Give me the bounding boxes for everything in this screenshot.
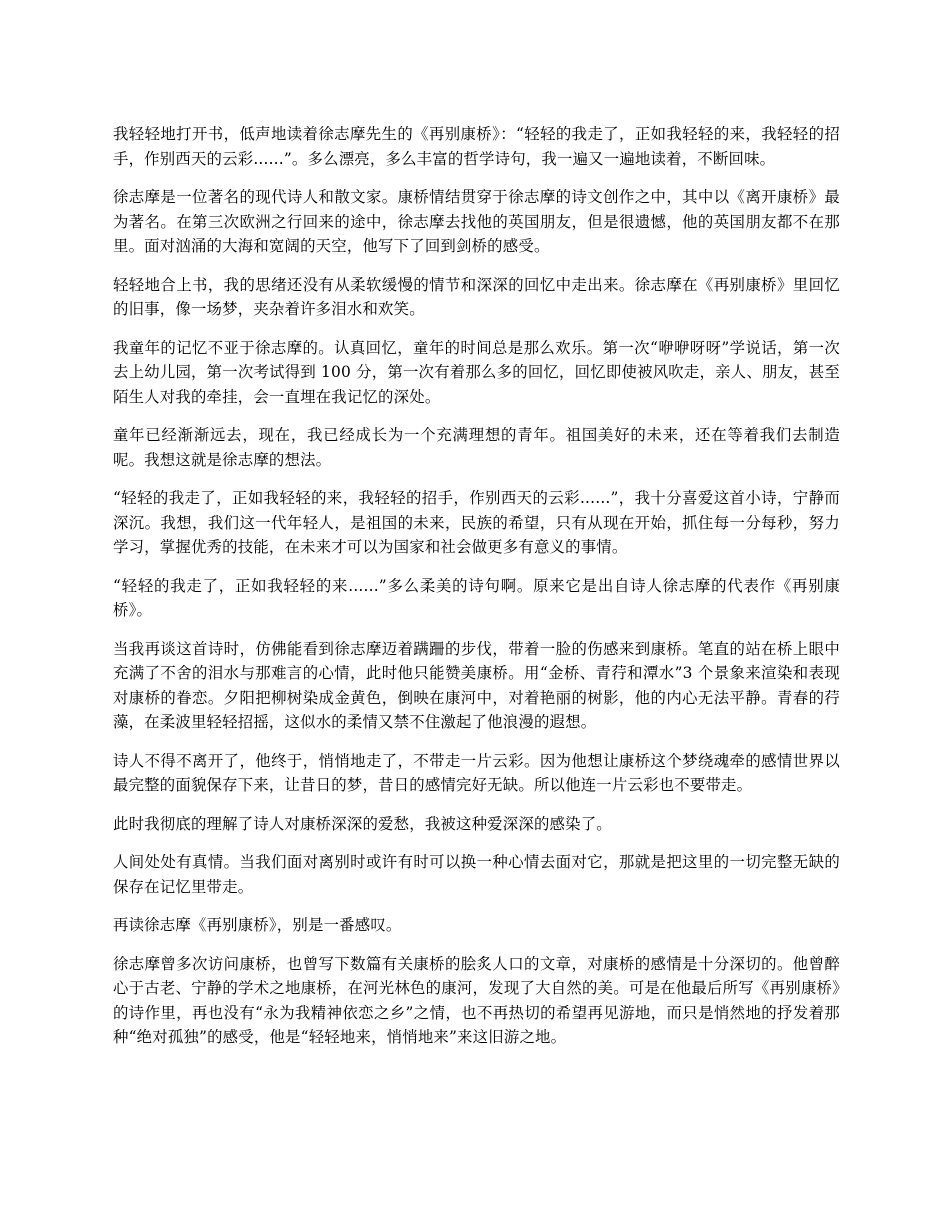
paragraph-6: “轻轻的我走了，正如我轻轻的来，我轻轻的招手，作别西天的云彩......”，我十分喜爱这首小诗，宁静而深沉。我想，我们这一代年轻人，是祖国的未来，民族的希望，只有从现在开始，抓住每一分每秒，努力学习，掌握优秀的技能，在未来才可以为国家和社会做更多有意义的事情。 — [113, 489, 840, 556]
paragraph-4: 我童年的记忆不亚于徐志摩的。认真回忆，童年的时间总是那么欢乐。第一次“咿咿呀呀”学说话，第一次去上幼儿园，第一次考试得到 100 分，第一次有着那么多的回忆，回忆即使被风吹走，亲人、朋友，甚至陌生人对我的牵挂，会一直埋在我记忆的深处。 — [113, 338, 840, 406]
paragraph-2: 徐志摩是一位著名的现代诗人和散文家。康桥情结贯穿于徐志摩的诗文创作之中，其中以《离开康桥》最为著名。在第三次欧洲之行回来的途中，徐志摩去找他的英国朋友，但是很遗憾，他的英国朋友都不在那里。面对汹涌的大海和宽阔的天空，他写下了回到剑桥的感受。 — [113, 188, 840, 255]
paragraph-10: 此时我彻底的理解了诗人对康桥深深的爱愁，我被这种爱深深的感染了。 — [113, 814, 612, 833]
paragraph-9: 诗人不得不离开了，他终于，悄悄地走了，不带走一片云彩。因为他想让康桥这个梦绕魂牵的感情世界以最完整的面貌保存下来，让昔日的梦，昔日的感情完好无缺。所以他连一片云彩也不要带走。 — [113, 751, 840, 794]
paragraph-13: 徐志摩曾多次访问康桥，也曾写下数篇有关康桥的脍炙人口的文章，对康桥的感情是十分深切的。他曾醉心于古老、宁静的学术之地康桥，在河光林色的康河，发现了大自然的美。可是在他最后所写《再别康桥》的诗作里，再也没有“永为我精神依恋之乡”之情，也不再热切的希望再见游地，而只是悄然地的抒发着那种“绝对孤独”的感受，他是“轻轻地来，悄悄地来”来这旧游之地。 — [113, 954, 840, 1046]
paragraph-5: 童年已经渐渐远去，现在，我已经成长为一个充满理想的青年。祖国美好的未来，还在等着我们去制造呢。我想这就是徐志摩的想法。 — [113, 426, 840, 469]
paragraph-8: 当我再谈这首诗时，仿佛能看到徐志摩迈着蹒跚的步伐，带着一脸的伤感来到康桥。笔直的站在桥上眼中充满了不舍的泪水与那难言的心情，此时他只能赞美康桥。用“金桥、青荇和潭水”3 个景象来渲染和表现对康桥的眷恋。夕阳把柳树染成金黄色，倒映在康河中，对着艳丽的树影，他的内心无法平静。青春的荇藻，在柔波里轻轻招摇，这似水的柔情又禁不住激起了他浪漫的遐想。 — [113, 639, 840, 731]
paragraph-1: 我轻轻地打开书，低声地读着徐志摩先生的《再别康桥》：“轻轻的我走了，正如我轻轻的来，我轻轻的招手，作别西天的云彩......”。多么漂亮，多么丰富的哲学诗句，我一遍又一遍地读着，不断回味。 — [113, 125, 840, 168]
paragraph-7: “轻轻的我走了，正如我轻轻的来......”多么柔美的诗句啊。原来它是出自诗人徐志摩的代表作《再别康桥》。 — [113, 576, 840, 619]
paragraph-12: 再读徐志摩《再别康桥》，别是一番感叹。 — [113, 916, 402, 934]
paragraph-3: 轻轻地合上书，我的思绪还没有从柔软缓慢的情节和深深的回忆中走出来。徐志摩在《再别康桥》里回忆的旧事，像一场梦，夹杂着许多泪水和欢笑。 — [113, 275, 840, 318]
paragraph-11: 人间处处有真情。当我们面对离别时或许有时可以换一种心情去面对它，那就是把这里的一切完整无缺的保存在记忆里带走。 — [113, 853, 840, 896]
